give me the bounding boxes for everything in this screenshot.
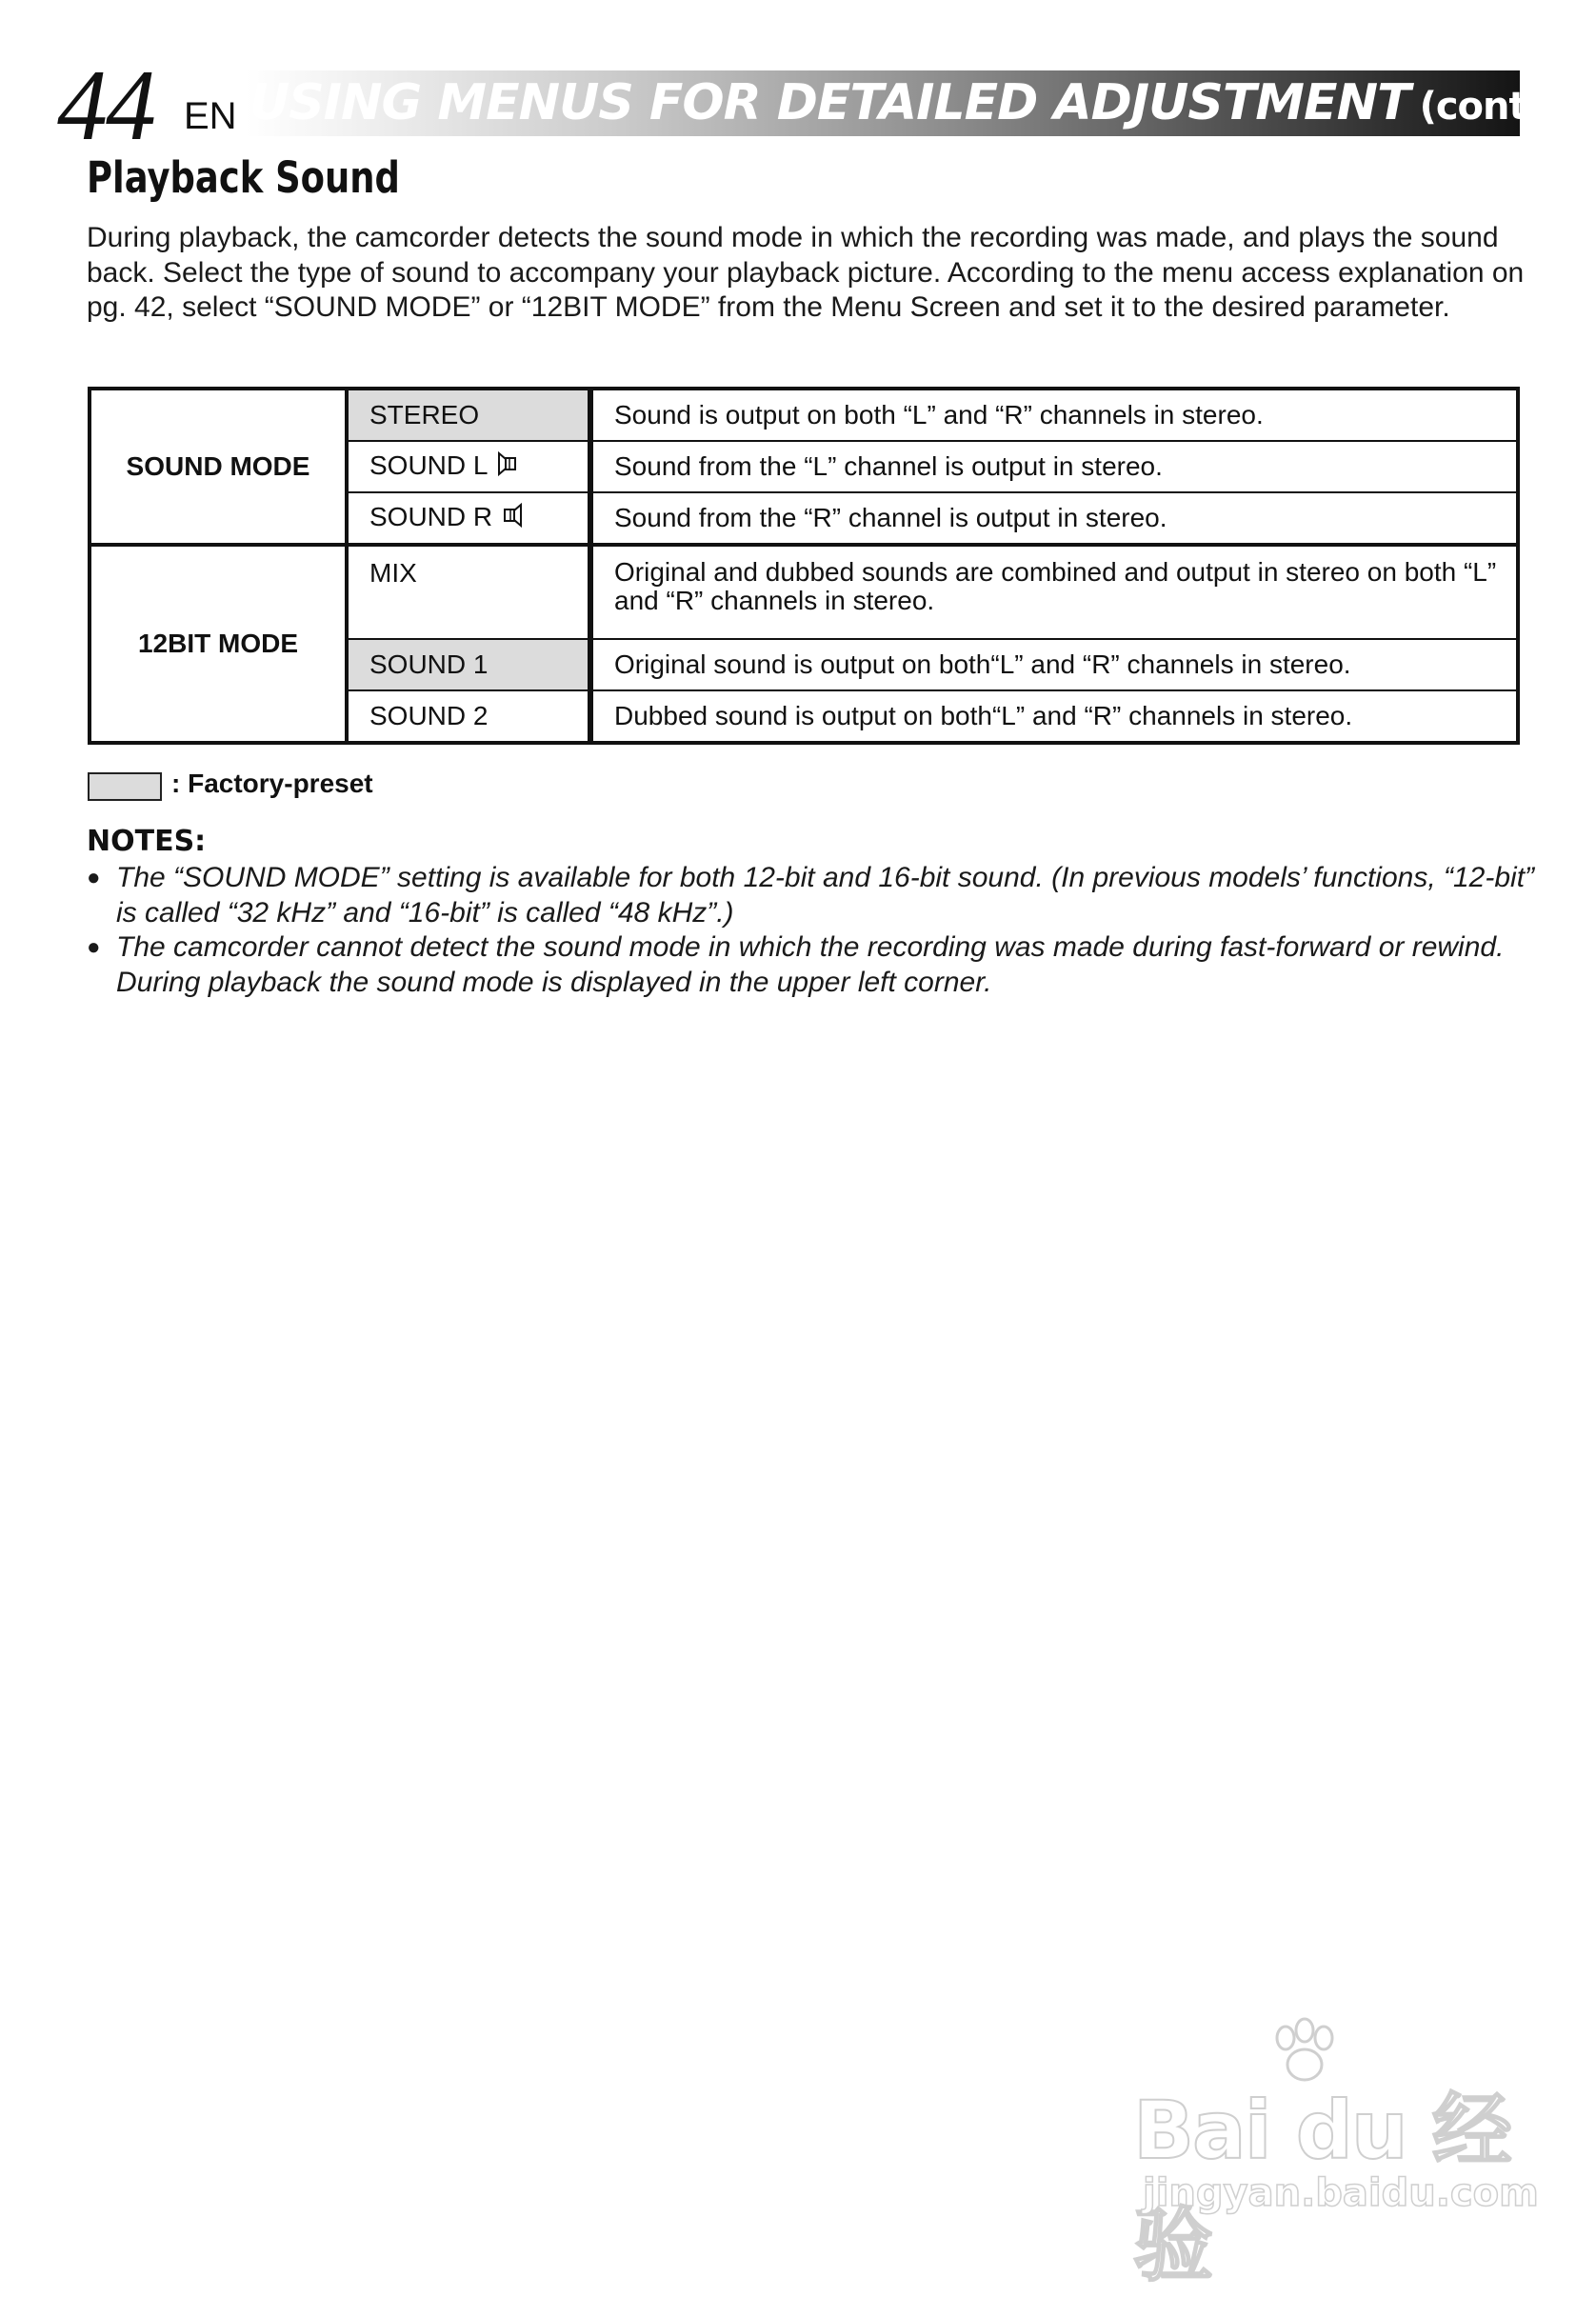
- description-sound-2: [590, 690, 1518, 743]
- speaker-right-icon: [502, 503, 523, 534]
- notes-title: NOTES:: [87, 825, 207, 858]
- description-sound-r: [590, 492, 1518, 545]
- description-text: Sound from the “R” channel is output in stereo.: [614, 503, 1167, 532]
- option-label: STEREO: [369, 400, 480, 429]
- header-cont: (cont.): [1419, 85, 1557, 129]
- description-sound-1: [590, 639, 1518, 690]
- description-text: Dubbed sound is output on both“L” and “R” channels in stereo.: [614, 701, 1353, 730]
- option-label: SOUND R: [369, 501, 493, 531]
- note-text: The camcorder cannot detect the sound mode in which the recording was made during fast-forward or rewind. During playback the sound mode is displayed in the upper left corner.: [116, 931, 1505, 998]
- description-text: Original and dubbed sounds are combined and output in stereo on both “L” and “R” channels in stereo.: [614, 557, 1497, 615]
- option-label: MIX: [369, 558, 417, 588]
- option-mix: [347, 545, 590, 639]
- option-label: SOUND 1: [369, 649, 489, 679]
- page-number: 44: [57, 50, 154, 161]
- notes-list: [87, 861, 1534, 1000]
- section-title: Playback Sound: [87, 152, 400, 203]
- baidu-watermark: [1133, 2028, 1539, 2292]
- description-stereo: [590, 389, 1518, 441]
- note-item: [87, 930, 1534, 1000]
- option-label: SOUND L: [369, 449, 489, 480]
- header-banner: [246, 70, 1557, 136]
- note-text: The “SOUND MODE” setting is available for both 12-bit and 16-bit sound. (In previous models’ functions, “12-bit” is called “32 kHz” and “16-bit” is called “48 kHz”.): [116, 862, 1535, 929]
- speaker-left-icon: [497, 451, 518, 483]
- option-sound-r: [347, 492, 590, 545]
- intro-paragraph: During playback, the camcorder detects the sound mode in which the recording was made, and plays the sound back. Select the type of sound to accompany your playback picture. According to the menu access explanation on pg. 42, select “SOUND MODE” or “12BIT MODE” from the Menu Screen and set it to the desired parameter.: [87, 222, 1525, 323]
- header-title-text: USING MENUS FOR DETAILED ADJUSTMENT: [249, 74, 1410, 131]
- page-language: EN: [184, 95, 237, 137]
- group-12bit-mode: 12BIT MODE: [90, 545, 347, 743]
- description-text: Sound is output on both “L” and “R” channels in stereo.: [614, 400, 1264, 429]
- option-sound-l: [347, 441, 590, 492]
- header-title: [249, 72, 1556, 137]
- description-mix: [590, 545, 1518, 639]
- note-item: [87, 861, 1534, 930]
- watermark-brand: Bai du 经验: [1133, 2084, 1510, 2292]
- description-text: Original sound is output on both“L” and “R” channels in stereo.: [614, 649, 1351, 679]
- bullet-icon: ●: [87, 934, 101, 960]
- description-text: Sound from the “L” channel is output in stereo.: [614, 451, 1163, 481]
- description-sound-l: [590, 441, 1518, 492]
- option-stereo: [347, 389, 590, 441]
- sound-modes-table: [88, 387, 1520, 745]
- bullet-icon: ●: [87, 865, 101, 890]
- watermark-url: jingyan.baidu.com: [1143, 2171, 1539, 2215]
- option-sound-2: [347, 690, 590, 743]
- factory-preset-label: : Factory-preset: [171, 769, 373, 798]
- group-sound-mode: SOUND MODE: [90, 389, 347, 545]
- option-label: SOUND 2: [369, 701, 489, 730]
- option-sound-1: [347, 639, 590, 690]
- factory-preset-swatch: [88, 772, 162, 801]
